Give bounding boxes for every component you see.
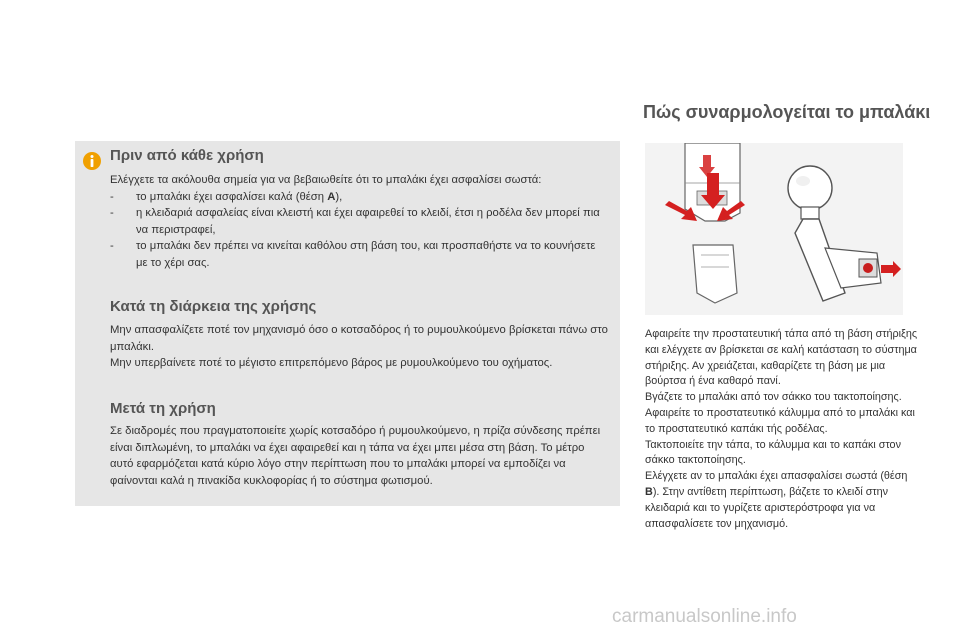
assembly-instructions	[645, 327, 920, 532]
section-title-during-use: Κατά τη διάρκεια της χρήσης	[110, 298, 317, 315]
bullet-item	[110, 189, 610, 206]
paragraph: Μην υπερβαίνετε ποτέ το μέγιστο επιτρεπόμενο βάρος με ρυμουλκούμενο του οχήματος.	[110, 357, 553, 369]
bullet-item: - το μπαλάκι δεν πρέπει να κινείται καθόλου στη βάση του, και προσπαθήστε να το κουνήσετε με το χέρι σας.	[110, 238, 610, 271]
position-label: B	[645, 485, 653, 498]
paragraph: Σε διαδρομές που πραγματοποιείτε χωρίς κοτσαδόρο ή ρυμουλκούμενο, η πρίζα σύνδεσης πρέπει είναι διπλωμένη, το μπαλάκι να έχει αφαιρεθεί και η τάπα να έχει μπει μέσα στη βάση. Το μέτρο αυτό εφαρμόζεται κατά κύριο λόγο στην περίπτωση που το μπαλάκι μπορεί να εμποδίζει να φαίνονται καλά η πινακίδα κυκλοφορίας ή το σύστημα φωτισμού.	[110, 425, 601, 487]
bullet-item: - η κλειδαριά ασφαλείας είναι κλειστή και έχει αφαιρεθεί το κλειδί, έτσι η ροδέλα δεν μπορεί πια να περιστραφεί,	[110, 205, 610, 238]
bullet-text-end: ),	[335, 190, 343, 203]
section-title-after-use: Μετά τη χρήση	[110, 400, 216, 417]
section-before-use-body	[110, 172, 610, 271]
paragraph: Βγάζετε το μπαλάκι από τον σάκκο του τακτοποίησης.	[645, 391, 902, 404]
section-after-use-body	[110, 423, 610, 489]
info-icon	[82, 151, 102, 171]
paragraph-text-end: ). Στην αντίθετη περίπτωση, βάζετε το κλειδί στην κλειδαριά και το γυρίζετε αριστερόστροφα για να απασφαλίσετε τον μηχανισμό.	[645, 485, 889, 530]
paragraph: Τακτοποιείτε την τάπα, το κάλυμμα και το καπάκι στον σάκκο τακτοποίησης.	[645, 438, 901, 467]
paragraph	[645, 469, 920, 532]
position-label: A	[327, 190, 336, 203]
watermark: carmanualsonline.info	[612, 606, 797, 627]
paragraph: Μην απασφαλίζετε ποτέ τον μηχανισμό όσο ο κοτσαδόρος ή το ρυμουλκούμενο βρίσκεται πάνω στο μπαλάκι.	[110, 324, 608, 353]
section-during-use-body	[110, 322, 610, 372]
paragraph: Αφαιρείτε την προστατευτική τάπα από τη βάση στήριξης και ελέγχετε αν βρίσκεται σε καλή κατάσταση το σύστημα στήριξης. Αν χρειάζεται, καθαρίζετε τη βάση με μια βούρτσα ή ένα καθαρό πανί.	[645, 328, 918, 388]
tow-ball-illustration	[645, 143, 903, 315]
paragraph: Αφαιρείτε το προστατευτικό κάλυμμα από το μπαλάκι και το προστατευτικό καπάκι τής ροδέλας.	[645, 406, 915, 435]
page-title-assembly: Πώς συναρμολογείται το μπαλάκι	[643, 102, 931, 122]
section-title-before-use: Πριν από κάθε χρήση	[110, 147, 264, 164]
paragraph-text: Ελέγχετε αν το μπαλάκι έχει απασφαλίσει σωστά (θέση	[645, 470, 908, 483]
intro-text: Ελέγχετε τα ακόλουθα σημεία για να βεβαιωθείτε ότι το μπαλάκι έχει ασφαλίσει σωστά:	[110, 174, 542, 186]
bullet-text: το μπαλάκι έχει ασφαλίσει καλά (θέση	[136, 190, 328, 203]
